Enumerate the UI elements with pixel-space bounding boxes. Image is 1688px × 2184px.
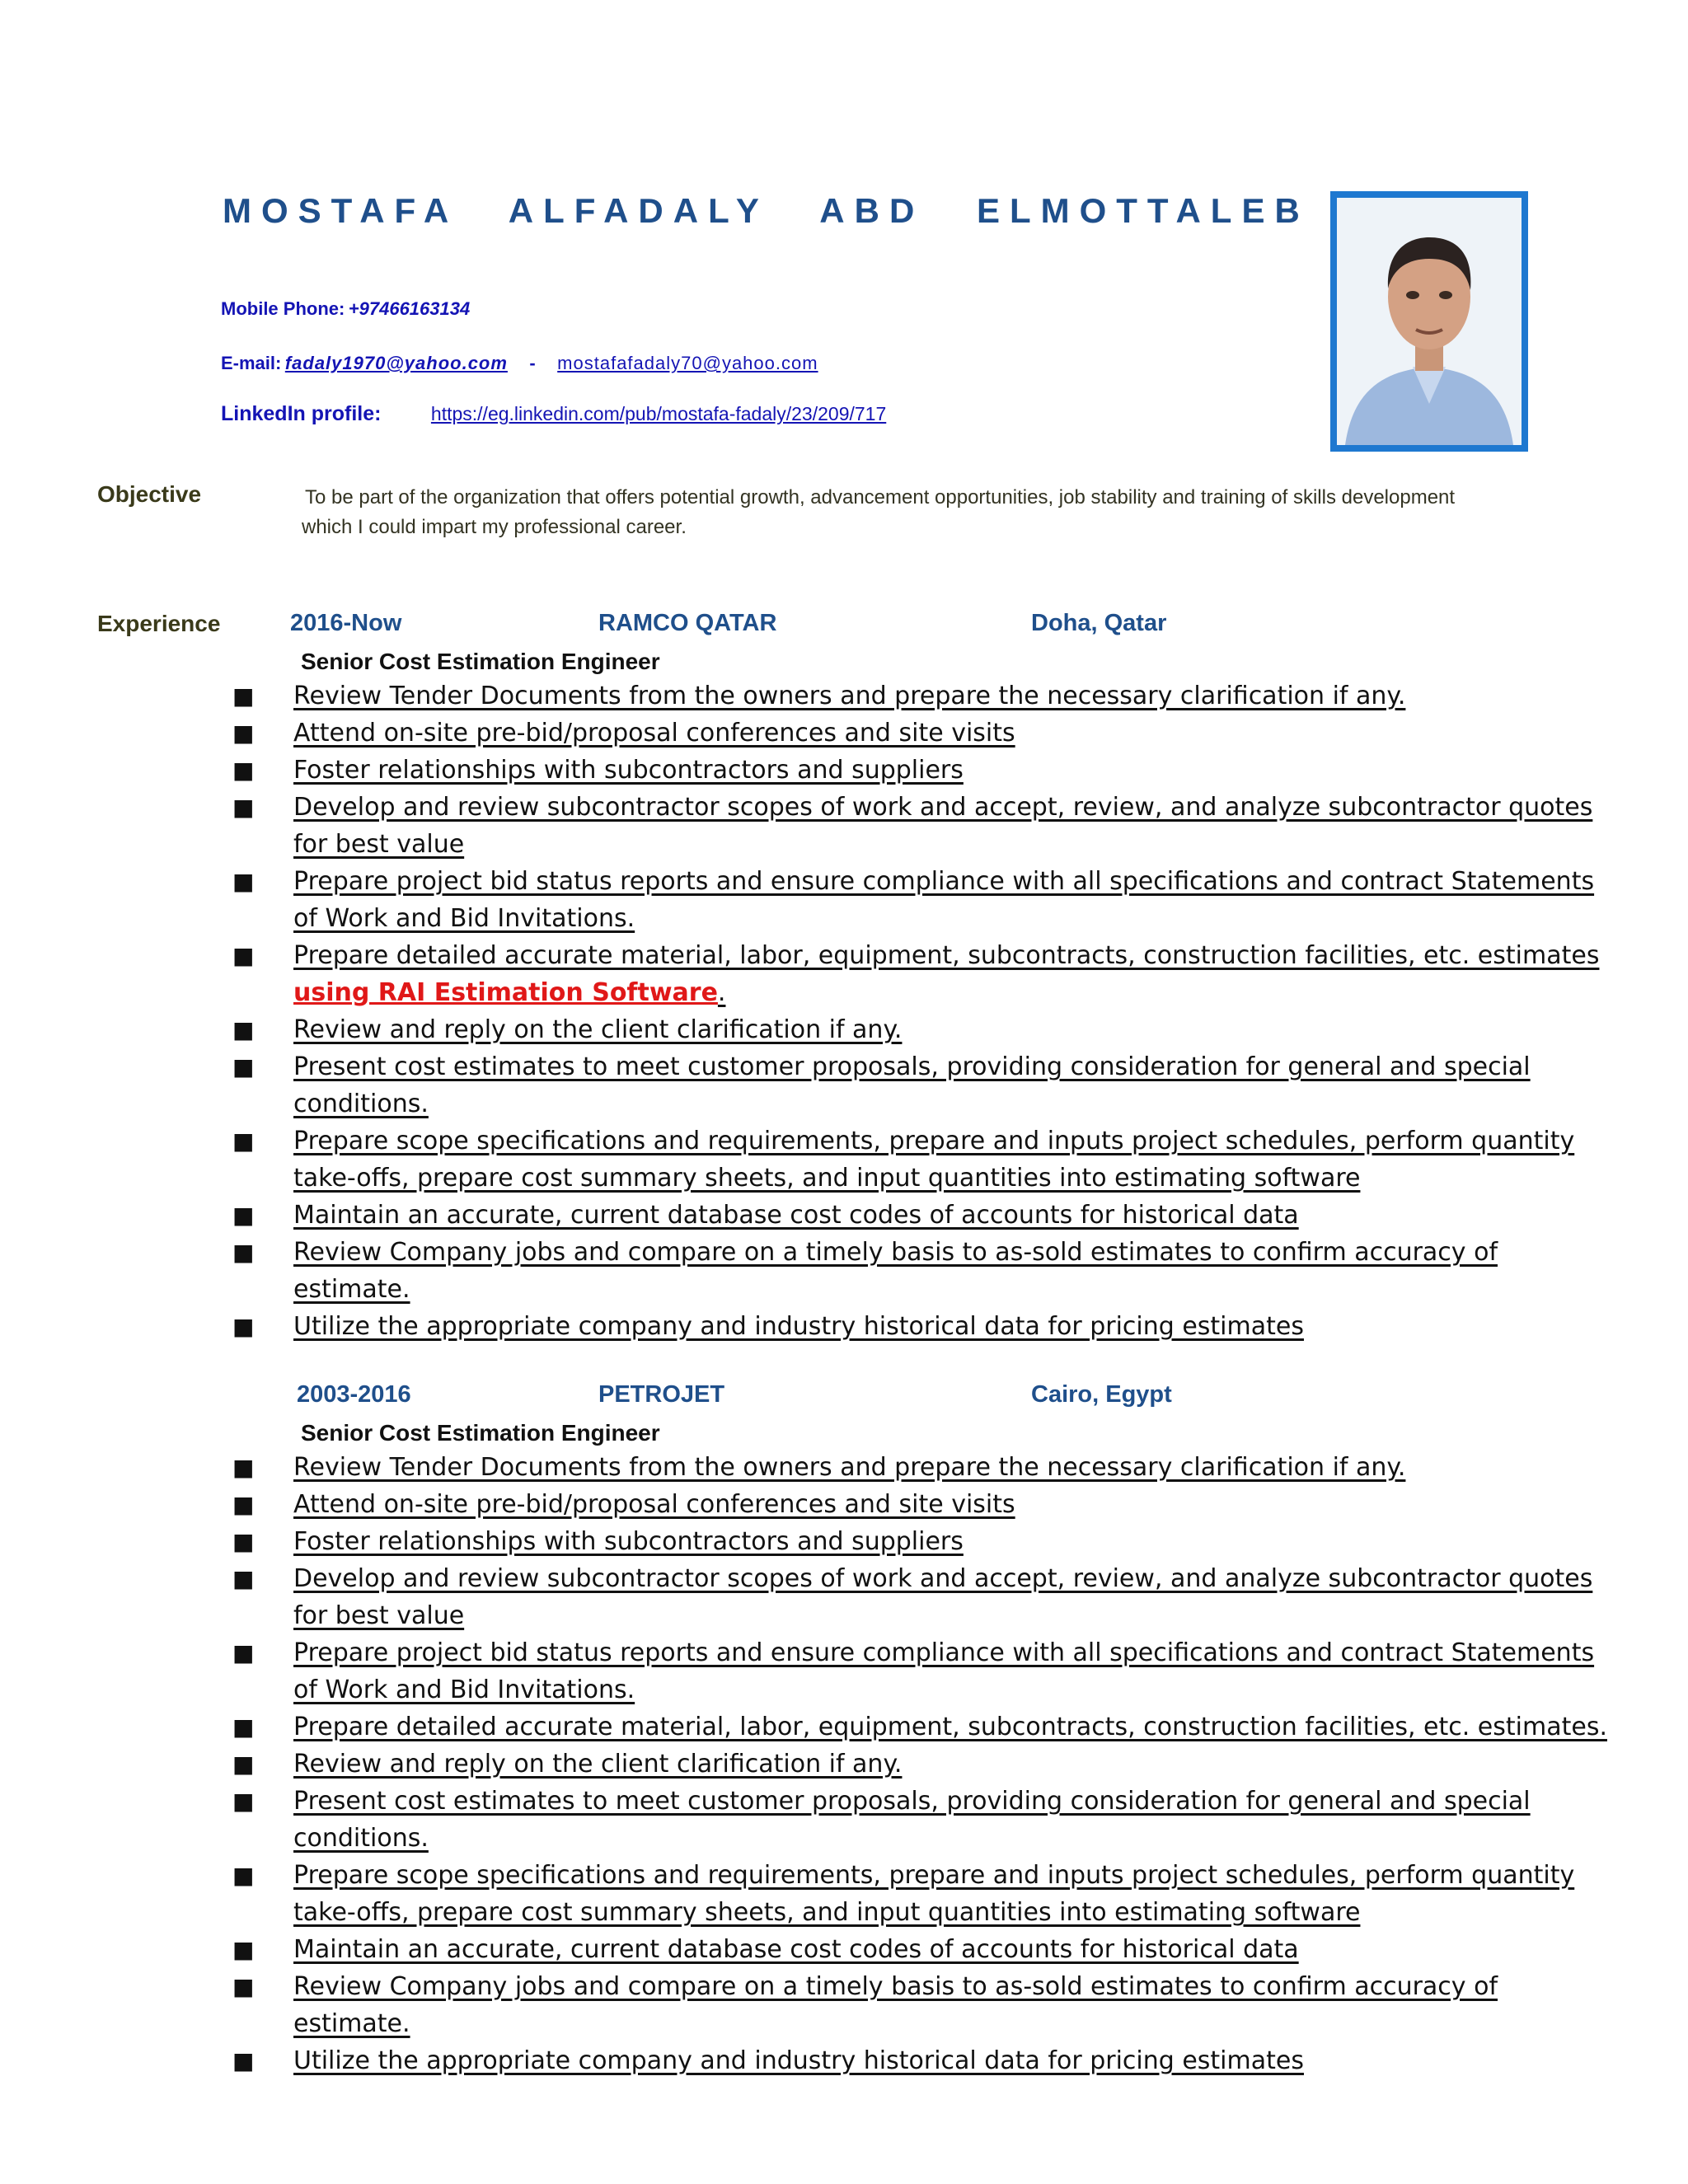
list-item [232,863,1617,937]
job-2-company: PETROJET [598,1381,725,1408]
duty-text: Review Tender Documents from the owners and prepare the necessary clarification if any. [293,682,1406,710]
job-2-location: Cairo, Egypt [1031,1381,1172,1408]
list-item [232,1234,1617,1308]
duty-text: Present cost estimates to meet customer proposals, providing consideration for general and special conditions. [293,1052,1531,1118]
portrait-image [1337,198,1522,445]
duty-text: Prepare detailed accurate material, labor, equipment, subcontracts, construction facilities, etc. estimates. [293,1713,1607,1741]
highlight-period: . [717,978,726,1007]
list-item [232,1708,1617,1746]
duty-text: Maintain an accurate, current database cost codes of accounts for historical data [293,1935,1299,1964]
bullet-icon: ■ [232,1127,255,1155]
objective-line-1: To be part of the organization that offers potential growth, advancement opportunities, job stability and training of skills development [305,486,1456,509]
list-item [232,1783,1617,1857]
list-item [232,752,1617,789]
email-primary-link[interactable]: fadaly1970@yahoo.com [284,353,508,373]
bullet-icon: ■ [232,1565,255,1592]
duty-text: Develop and review subcontractor scopes of work and accept, review, and analyze subcontractor quotes for best value [293,1564,1593,1630]
candidate-name [223,191,1310,231]
list-item [232,1011,1617,1048]
objective-heading: Objective [97,481,202,507]
job-1-period: 2016-Now [290,610,402,636]
duty-text: Attend on-site pre-bid/proposal conferences and site visits [293,1490,1015,1519]
objective-text [302,483,1620,542]
duty-text: Prepare project bid status reports and ensure compliance with all specifications and contract Statements of Work and Bid Invitations. [293,867,1595,933]
bullet-icon: ■ [232,757,255,784]
profile-photo [1330,191,1528,452]
list-item [232,1308,1617,1345]
duty-text: Review and reply on the client clarification if any. [293,1750,903,1779]
duty-text: Maintain an accurate, current database cost codes of accounts for historical data [293,1201,1299,1230]
bullet-icon: ■ [232,1454,255,1481]
list-item [232,1122,1617,1197]
email-separator: - [529,353,536,373]
last-name: ABD ELMOTTALEB [819,191,1310,230]
bullet-icon: ■ [232,1528,255,1555]
list-item [232,1560,1617,1634]
bullet-icon: ■ [232,1053,255,1080]
bullet-icon: ■ [232,794,255,821]
duty-text: Foster relationships with subcontractors and suppliers [293,756,964,785]
duty-text: Prepare scope specifications and requirements, prepare and inputs project schedules, perform quantity take-offs, prepare cost summary sheets, and input quantities into estimating software [293,1861,1575,1927]
bullet-icon: ■ [232,719,255,747]
bullet-icon: ■ [232,1936,255,1963]
job-1-location: Doha, Qatar [1031,610,1167,636]
linkedin-label: LinkedIn profile: [221,402,382,425]
mobile-value: +97466163134 [348,298,471,319]
job-1-role: Senior Cost Estimation Engineer [301,649,660,674]
bullet-icon: ■ [232,1713,255,1741]
bullet-icon: ■ [232,2047,255,2074]
list-item [232,715,1617,752]
job-1-duties [232,677,1617,1345]
duty-text: Utilize the appropriate company and industry historical data for pricing estimates [293,1312,1304,1341]
list-item [232,1197,1617,1234]
bullet-icon: ■ [232,1239,255,1266]
bullet-icon: ■ [232,1788,255,1815]
list-item [232,1931,1617,1968]
mobile-row [221,298,470,320]
mobile-label: Mobile Phone: [221,298,345,319]
email-row [221,353,818,374]
bullet-icon: ■ [232,1862,255,1889]
job-1-company: RAMCO QATAR [598,610,777,636]
first-name: MOSTAFA [223,191,457,230]
software-highlight: using RAI Estimation Software [293,978,718,1007]
list-item [232,789,1617,863]
bullet-icon: ■ [232,1016,255,1043]
duty-text: Foster relationships with subcontractors and suppliers [293,1527,964,1556]
linkedin-row [221,402,886,426]
job-2-role: Senior Cost Estimation Engineer [301,1420,660,1446]
bullet-icon: ■ [232,1491,255,1518]
list-item [232,1048,1617,1122]
list-item [232,1968,1617,2042]
duty-text: Prepare project bid status reports and ensure compliance with all specifications and contract Statements of Work and Bid Invitations. [293,1638,1595,1704]
list-item [232,1746,1617,1783]
job-2-period: 2003-2016 [297,1381,411,1408]
bullet-icon: ■ [232,1313,255,1340]
list-item [232,2042,1617,2079]
duty-text: Review Tender Documents from the owners and prepare the necessary clarification if any. [293,1453,1406,1482]
bullet-icon: ■ [232,1973,255,2000]
email-secondary-link[interactable]: mostafafadaly70@yahoo.com [557,353,818,373]
job-2-duties [232,1449,1617,2079]
duty-text: Develop and review subcontractor scopes of work and accept, review, and analyze subcontractor quotes for best value [293,793,1593,859]
objective-line-2: which I could impart my professional career. [302,516,687,538]
list-item [232,677,1617,715]
experience-heading: Experience [97,611,221,636]
bullet-icon: ■ [232,1750,255,1778]
duty-text: Utilize the appropriate company and industry historical data for pricing estimates [293,2046,1304,2075]
middle-name: ALFADALY [508,191,769,230]
list-item [232,1523,1617,1560]
bullet-icon: ■ [232,1639,255,1666]
duty-text: Review and reply on the client clarification if any. [293,1015,903,1044]
duty-text: Prepare detailed accurate material, labor, equipment, subcontracts, construction facilities, etc. estimates [293,941,1600,970]
list-item [232,937,1617,1011]
duty-text: Present cost estimates to meet customer proposals, providing consideration for general and special conditions. [293,1787,1531,1853]
bullet-icon: ■ [232,942,255,969]
linkedin-link[interactable]: https://eg.linkedin.com/pub/mostafa-fadaly/23/209/717 [430,403,887,424]
bullet-icon: ■ [232,868,255,895]
bullet-icon: ■ [232,1202,255,1229]
duty-text: Attend on-site pre-bid/proposal conferences and site visits [293,719,1015,748]
duty-text: Review Company jobs and compare on a timely basis to as-sold estimates to confirm accuracy of estimate. [293,1238,1498,1304]
list-item [232,1449,1617,1486]
bullet-icon: ■ [232,682,255,710]
list-item [232,1486,1617,1523]
duty-text: Prepare scope specifications and requirements, prepare and inputs project schedules, perform quantity take-offs, prepare cost summary sheets, and input quantities into estimating software [293,1127,1575,1193]
email-label: E-mail: [221,353,282,373]
list-item [232,1857,1617,1931]
list-item [232,1634,1617,1708]
duty-text: Review Company jobs and compare on a timely basis to as-sold estimates to confirm accuracy of estimate. [293,1972,1498,2038]
